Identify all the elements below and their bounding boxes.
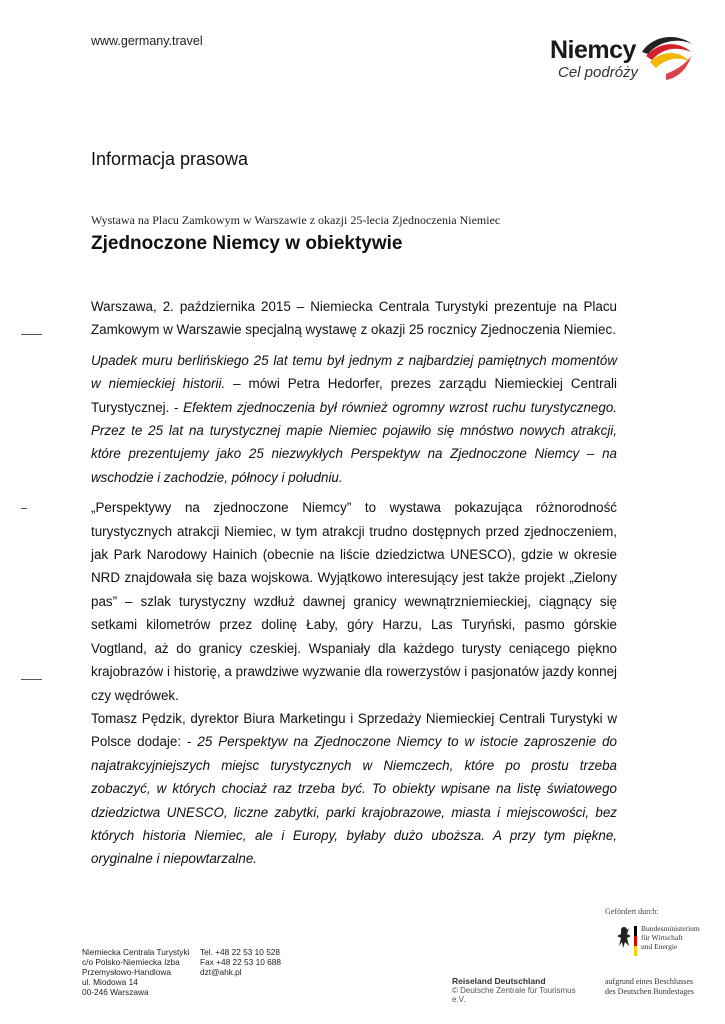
attribution: – mówi Petra Hedorfer, prezes zarządu Niemieckiej Centrali Turystycznej. - — [91, 376, 617, 415]
paragraph-quote-pedzik — [91, 707, 617, 871]
punch-mark — [21, 508, 27, 509]
footer-contact — [200, 947, 281, 977]
contact-phone: Tel. +48 22 53 10 528 — [200, 947, 281, 957]
bmwi-name — [641, 924, 700, 951]
quote-part: Upadek muru berlińskiego 25 lat temu był jednym z najbardziej pamiętnych momentów w niemieckiej historii. — [91, 352, 617, 392]
eagle-flag-icon — [617, 924, 639, 958]
address-line: Niemiecka Centrala Turystyki — [82, 947, 190, 957]
logo-subtitle: Cel podróży — [558, 64, 639, 81]
address-line: 00-246 Warszawa — [82, 987, 149, 997]
contact-email: dzt@ahk.pl — [200, 967, 242, 977]
section-title: Informacja prasowa — [91, 149, 249, 169]
paragraph-exhibition: „Perspektywy na zjednoczone Niemcy” to wystawa pokazująca różnorodność turystycznych atrakcji Niemiec, w tym atrakcji trudno dostępnych przed zjednoczeniem, jak Park Narodowy Hainich (obecnie na liście dziedzictwa UNESCO), gdzie w okresie NRD znajdowała się baza wojskowa. Wyjątkowo interesujący jest także projekt „Zielony pas” – szlak turystyczny wzdłuż dawnej granicy wewnątrzniemieckiej, ciągnący się setkami kilometrów przez dolinę Łaby, góry Harzu, Las Turyński, pasmo górskie Vogtland, aż do granicy czeskiej. Wspaniały dla każdego turysty ceniącego piękno krajobrazów i historię, a prawdziwe wyzwanie dla rowerzystów i pasjonatów jazdy konnej czy wędrówek. — [91, 500, 617, 703]
paragraph-intro: Warszawa, 2. października 2015 – Niemiecka Centrala Turystyki prezentuje na Placu Zamkowym w Warszawie specjalną wystawę z okazji 25 rocznicy Zjednoczenia Niemiec. — [91, 299, 617, 338]
address-line: ul. Miodowa 14 — [82, 977, 138, 987]
quote-part: 25 Perspektyw na Zjednoczone Niemcy to w istocie zaproszenie do najatrakcyjniejszych miejsc turystycznych w Niemczech, które po prostu trzeba zobaczyć, w których chociaż raz trzeba być. To obiekty wpisane na listę światowego dziedzictwa UNESCO, liczne zabytki, parki krajobrazowe, miasta i miejscowości, bez których historia Niemiec, ale i Europy, byłaby dużo uboższa. A przy tym piękne, oryginalne i niepowtarzalne. — [91, 734, 617, 867]
reiseland-sub: © Deutsche Zentrale für Tourismus e.V. — [452, 986, 576, 1004]
niemcy-logo — [548, 30, 698, 92]
bmwi-funding-logo — [605, 907, 705, 996]
bundestag-line: des Deutschen Bundestages — [605, 986, 694, 996]
bundestag-note — [605, 977, 694, 996]
bundestag-line: aufgrund eines Beschlusses — [605, 977, 693, 986]
logo-swoosh-icon — [636, 30, 696, 88]
bmwi-line: Bundesministerium — [641, 924, 700, 933]
funded-by-label: Gefördert durch: — [605, 907, 659, 916]
quote-part: Efektem zjednoczenia był również ogromny wzrost ruchu turystycznego. Przez te 25 lat na turystycznej mapie Niemiec pojawiło się mnóstwo nowych atrakcji, które prezentujemy jako 25 niezwykłych Perspektyw na Zjednoczone Niemcy – na wschodzie i zachodzie, północy i południu. — [91, 399, 617, 485]
reiseland-title: Reiseland Deutschland — [452, 976, 546, 986]
bmwi-block — [617, 924, 707, 964]
address-line: c/o Polsko-Niemiecka Izba — [82, 957, 180, 967]
address-line: Przemysłowo-Handlowa — [82, 967, 171, 977]
document-subtitle: Wystawa na Placu Zamkowym w Warszawie z okazji 25-lecia Zjednoczenia Niemiec — [91, 213, 501, 227]
paragraph-quote-hedorfer — [91, 349, 617, 489]
bmwi-line: und Energie — [641, 942, 678, 951]
footer-address — [82, 947, 189, 997]
fold-mark — [21, 334, 42, 335]
website-url: www.germany.travel — [91, 34, 203, 48]
attribution: Tomasz Pędzik, dyrektor Biura Marketingu i Sprzedaży Niemieckiej Centrali Turystyki w Polsce dodaje: - — [91, 710, 617, 750]
logo-title: Niemcy — [550, 36, 636, 64]
article-body — [91, 295, 617, 878]
reiseland-logo — [452, 976, 577, 1004]
fold-mark — [21, 679, 42, 680]
contact-fax: Fax +48 22 53 10 688 — [200, 957, 281, 967]
bmwi-line: für Wirtschaft — [641, 933, 683, 942]
document-headline: Zjednoczone Niemcy w obiektywie — [91, 233, 403, 254]
